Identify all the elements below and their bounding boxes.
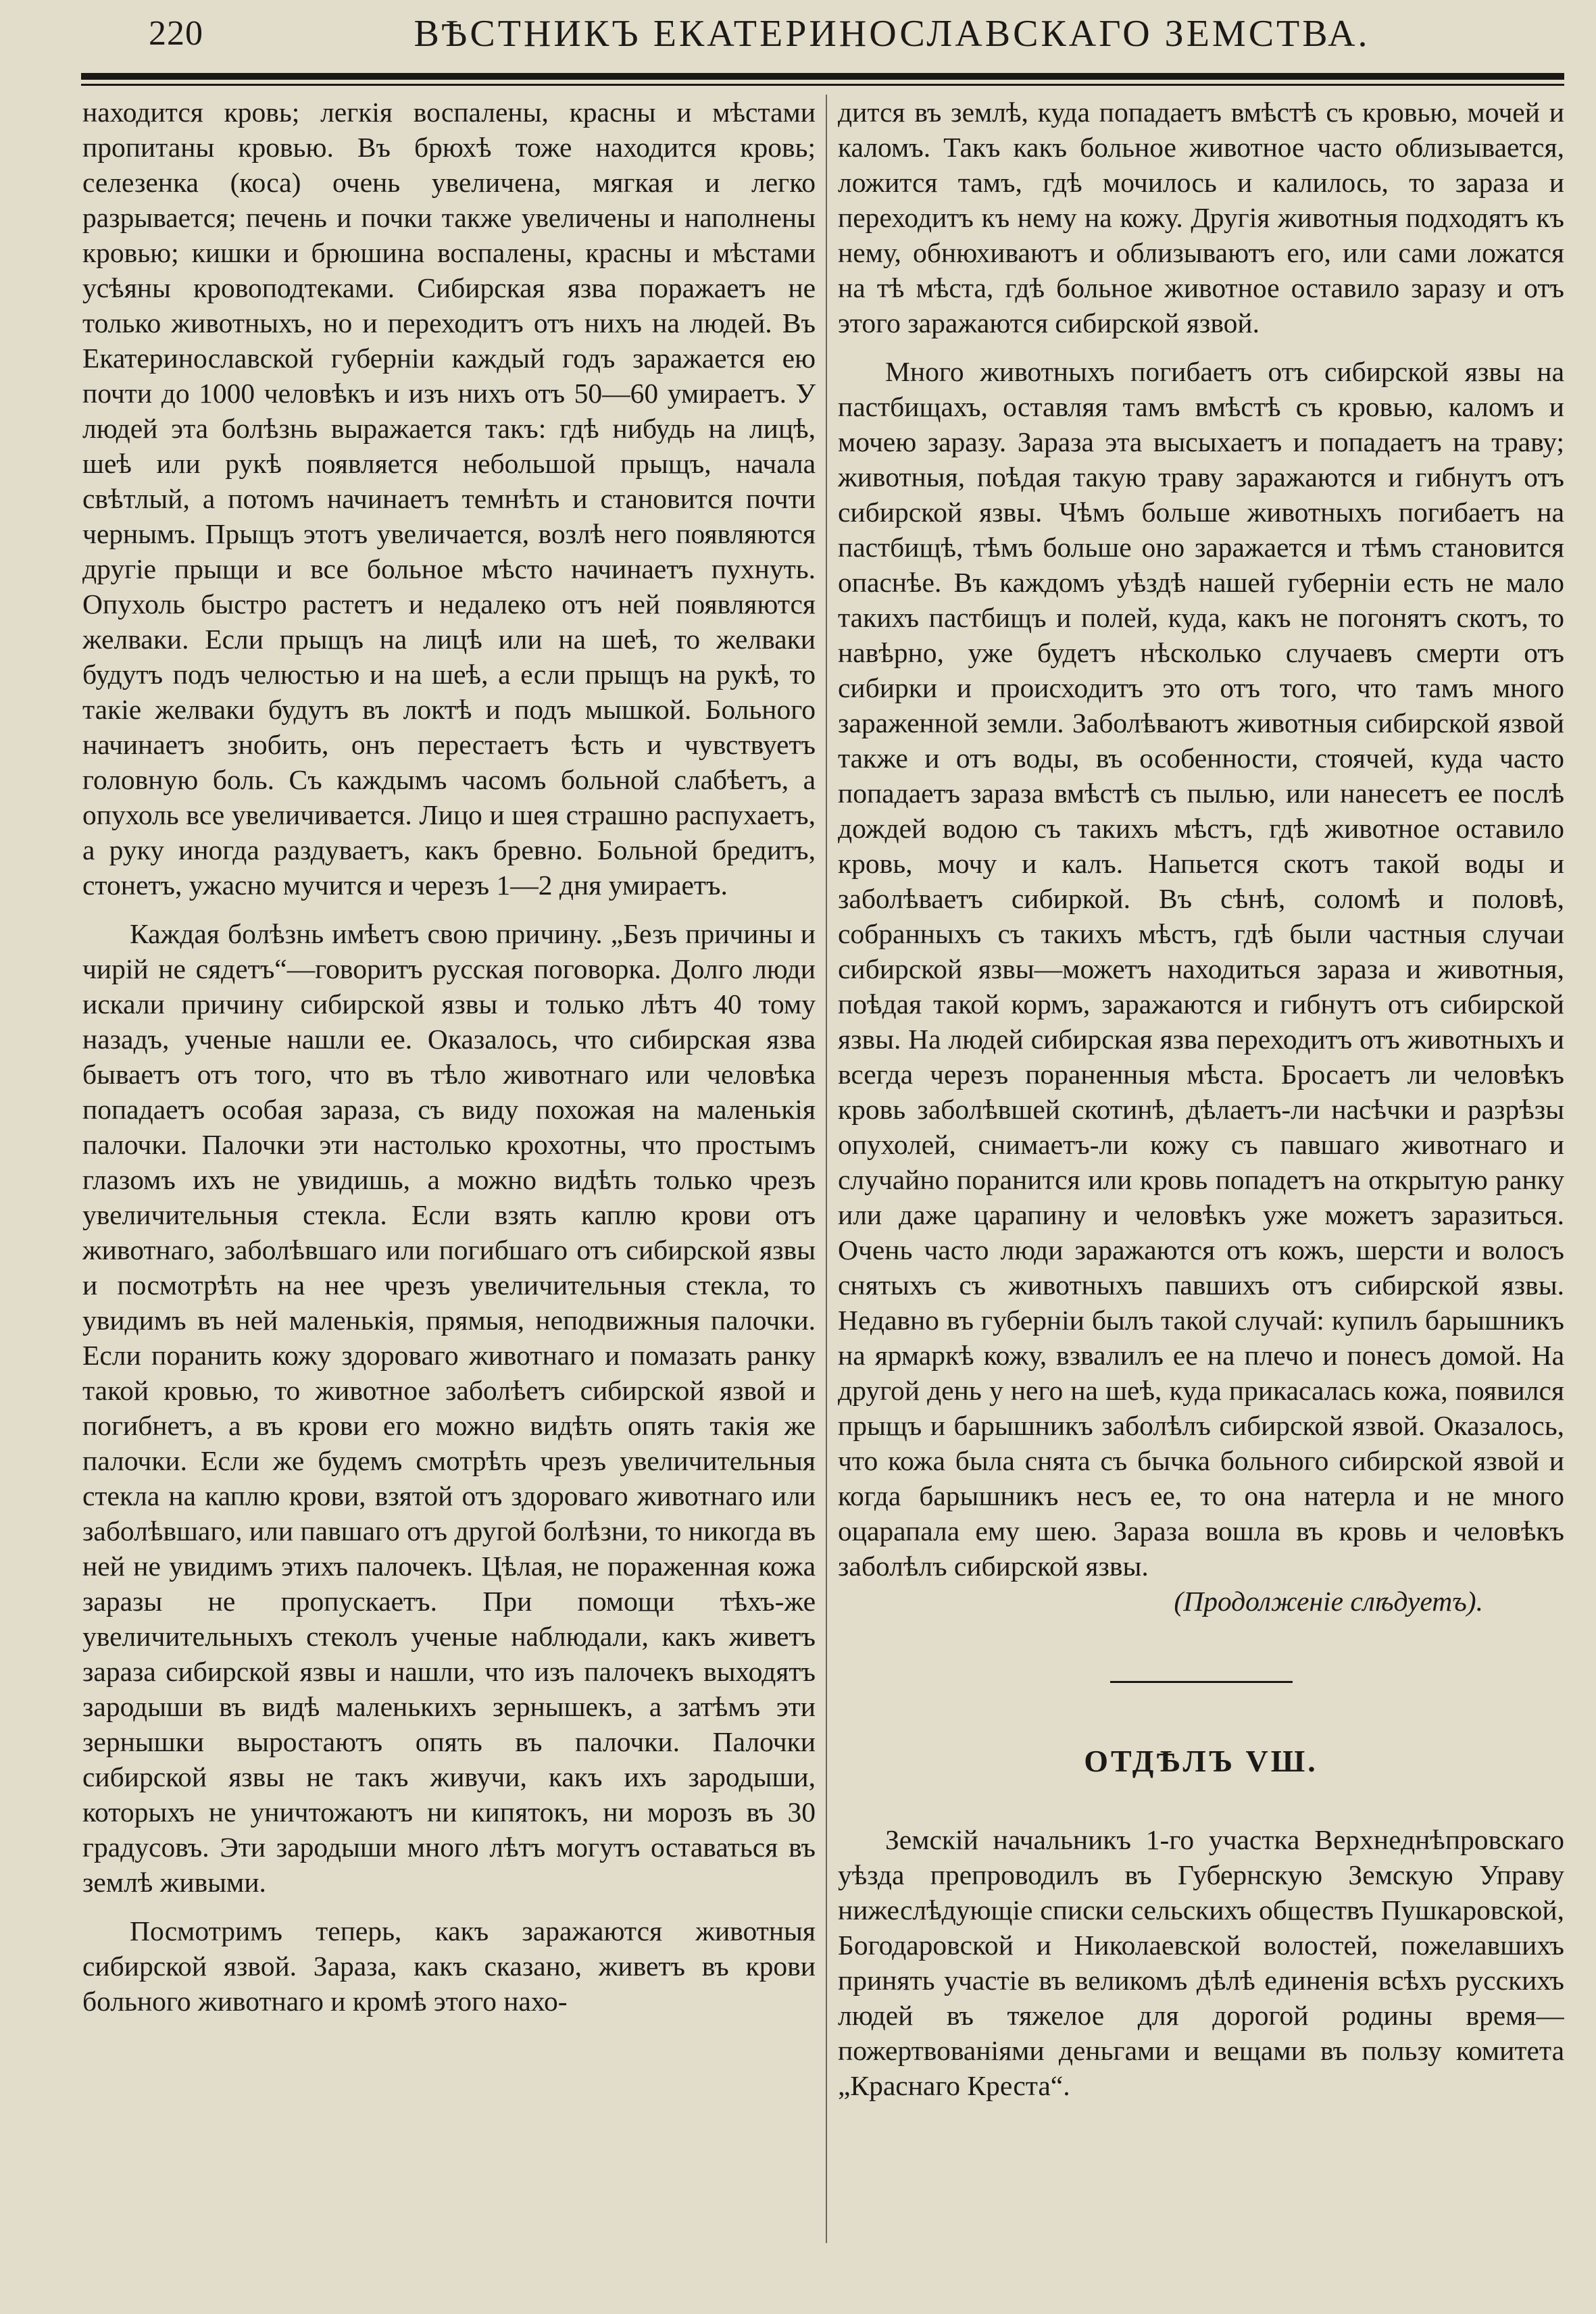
left-column bbox=[82, 95, 816, 2277]
left-paragraph-2: Каждая болѣзнь имѣетъ свою причину. „Безъ причины и чирій не сядетъ“—говоритъ русская поговорка. Долго люди искали причину сибирской язвы и только лѣтъ 40 тому назадъ, ученые нашли ее. Оказалось, что сибирская язва бываетъ отъ того, что въ тѣло животнаго или человѣка попадаетъ особая зараза, съ виду похожая на маленькія палочки. Палочки эти настолько крохотны, что простымъ глазомъ ихъ не увидишь, а можно видѣть только чрезъ увеличительныя стекла. Если взять каплю крови отъ животнаго, заболѣвшаго или погибшаго отъ сибирской язвы и посмотрѣть на нее чрезъ увеличительныя стекла, то увидимъ въ ней маленькія, прямыя, неподвижныя палочки. Если поранить кожу здороваго животнаго и помазать ранку такой кровью, то животное заболѣетъ сибирской язвой и погибнетъ, а въ крови его можно видѣть опять такія же палочки. Если же будемъ смотрѣть чрезъ увеличительныя стекла на каплю крови, взятой отъ здороваго животнаго или заболѣвшаго, или павшаго отъ другой болѣзни, то никогда въ ней не увидимъ этихъ палочекъ. Цѣлая, не пораженная кожа заразы не пропускаетъ. При помощи тѣхъ-же увеличительныхъ стеколъ ученые наблюдали, какъ живетъ зараза сибирской язвы и нашли, что изъ палочекъ выходятъ зародыши въ видѣ маленькихъ зернышекъ, а затѣмъ эти зернышки выростаютъ опять въ палочки. Палочки сибирской язвы не такъ живучи, какъ ихъ зародыши, которыхъ не уничтожаютъ ни кипятокъ, ни морозъ въ 30 градусовъ. Эти зародыши много лѣтъ могутъ оставаться въ землѣ живыми. bbox=[82, 918, 816, 1898]
right-column bbox=[838, 95, 1564, 2277]
header-rule-thin bbox=[81, 84, 1564, 86]
continued-note: (Продолженіе слѣдуетъ). bbox=[1174, 1586, 1483, 1617]
right-paragraph-2: Много животныхъ погибаетъ отъ сибирской язвы на пастбищахъ, оставляя тамъ вмѣстѣ съ кровью, каломъ и мочею заразу. Зараза эта высыхаетъ и попадаетъ на траву; животныя, поѣдая такую траву заражаются и гибнутъ отъ сибирской язвы. Чѣмъ больше животныхъ погибаетъ на пастбищѣ, тѣмъ больше оно заражается и тѣмъ становится опаснѣе. Въ каждомъ уѣздѣ нашей губерніи есть не мало такихъ пастбищъ и полей, куда, какъ не погонятъ скотъ, то навѣрно, уже будетъ нѣсколько случаевъ смерти отъ сибирки и происходитъ это отъ того, что тамъ много зараженной земли. Заболѣваютъ животныя сибирской язвой также и отъ воды, въ особенности, стоячей, куда часто попадаетъ зараза вмѣстѣ съ пылью, или нанесетъ ее послѣ дождей водою съ такихъ мѣстъ, гдѣ животное оставило кровь, мочу и калъ. Напьется скотъ такой воды и заболѣваетъ сибиркой. Въ сѣнѣ, соломѣ и половѣ, собранныхъ съ такихъ мѣстъ, гдѣ были частныя случаи сибирской язвы—можетъ находиться зараза и животныя, поѣдая такой кормъ, заражаются и гибнутъ отъ сибирской язвы. На людей сибирская язва переходитъ отъ животныхъ и всегда черезъ пораненныя мѣста. Бросаетъ ли человѣкъ кровь заболѣвшей скотинѣ, дѣлаетъ-ли насѣчки и разрѣзы опухолей, снимаетъ-ли кожу съ павшаго животнаго и случайно поранится или кровь попадетъ на открытую ранку или даже царапину и человѣкъ уже можетъ заразиться. Очень часто люди заражаются отъ кожъ, шерсти и волосъ снятыхъ съ животныхъ павшихъ отъ сибирской язвы. Недавно въ губерніи былъ такой случай: купилъ барышникъ на ярмаркѣ кожу, взвалилъ ее на плечо и понесъ домой. На другой день у него на шеѣ, куда прикасалась кожа, появился прыщъ и барышникъ заболѣлъ сибирской язвой. Оказалось, что кожа была снята съ бычка больного сибирской язвой и когда барышникъ несъ ее, то она натерла и не много оцарапала ему шею. Зараза вошла въ кровь и человѣкъ заболѣлъ сибирской язвы. bbox=[838, 356, 1564, 1582]
section-title: ОТДѢЛЪ VШ. bbox=[1084, 1744, 1318, 1778]
column-divider bbox=[826, 95, 827, 2243]
left-paragraph-1: находится кровь; легкія воспалены, красны и мѣстами пропитаны кровью. Въ брюхѣ тоже находится кровь; селезенка (коса) очень увеличена, мягкая и легко разрывается; печень и почки также увеличены и наполнены кровью; кишки и брюшина воспалены, красны и мѣстами усѣяны кровоподтеками. Сибирская язва поражаетъ не только животныхъ, но и переходитъ отъ нихъ на людей. Въ Екатеринославской губерніи каждый годъ заражается ею почти до 1000 человѣкъ и изъ нихъ отъ 50—60 умираетъ. У людей эта болѣзнь выражается такъ: гдѣ нибудь на лицѣ, шеѣ или рукѣ появляется небольшой прыщъ, начала свѣтлый, а потомъ начинаетъ темнѣть и становится почти чернымъ. Прыщъ этотъ увеличается, возлѣ него появляются другіе прыщи и все больное мѣсто начинаетъ пухнуть. Опухоль быстро растетъ и недалеко отъ ней появляются желваки. Если прыщъ на лицѣ или на шеѣ, то желваки будутъ подъ челюстью и на шеѣ, а если прыщъ на рукѣ, то такіе желваки будутъ въ локтѣ и подъ мышкой. Больного начинаетъ знобить, онъ перестаетъ ѣсть и чувствуетъ головную боль. Съ каждымъ часомъ больной слабѣетъ, а опухоль все увеличивается. Лицо и шея страшно распухаетъ, а руку иногда раздуваетъ, какъ бревно. Больной бредитъ, стонетъ, ужасно мучится и черезъ 1—2 дня умираетъ. bbox=[82, 97, 816, 901]
left-paragraph-3: Посмотримъ теперь, какъ заражаются животныя сибирской язвой. Зараза, какъ сказано, живетъ въ крови больного животнаго и кромѣ этого нахо- bbox=[82, 1915, 816, 2017]
journal-title: ВѢСТНИКЪ ЕКАТЕРИНОСЛАВСКАГО ЗЕМСТВА. bbox=[414, 13, 1370, 55]
right-paragraph-3: Земскій начальникъ 1-го участка Верхнеднѣпровскаго уѣзда препроводилъ въ Губернскую Земскую Управу нижеслѣдующіе списки сельскихъ обществъ Пушкаровской, Богодаровской и Николаевской волостей, пожелавшихъ принять участіе въ великомъ дѣлѣ единенія всѣхъ русскихъ людей въ тяжелое для дорогой родины время—пожертвованіями деньгами и вещами въ пользу комитета „Краснаго Креста“. bbox=[838, 1824, 1564, 2101]
header-rule-thick bbox=[81, 73, 1564, 80]
page-header bbox=[81, 8, 1554, 70]
page-number: 220 bbox=[149, 14, 203, 53]
right-paragraph-1: дится въ землѣ, куда попадаетъ вмѣстѣ съ кровью, мочей и каломъ. Такъ какъ больное животное часто облизывается, ложится тамъ, гдѣ мочилось и калилось, то зараза и переходитъ къ нему на кожу. Другія животныя подходятъ къ нему, обнюхиваютъ и облизываютъ его, или сами ложатся на тѣ мѣста, гдѣ больное животное оставило заразу и отъ этого заражаются сибирской язвой. bbox=[838, 97, 1564, 338]
section-divider-rule bbox=[1110, 1681, 1293, 1683]
